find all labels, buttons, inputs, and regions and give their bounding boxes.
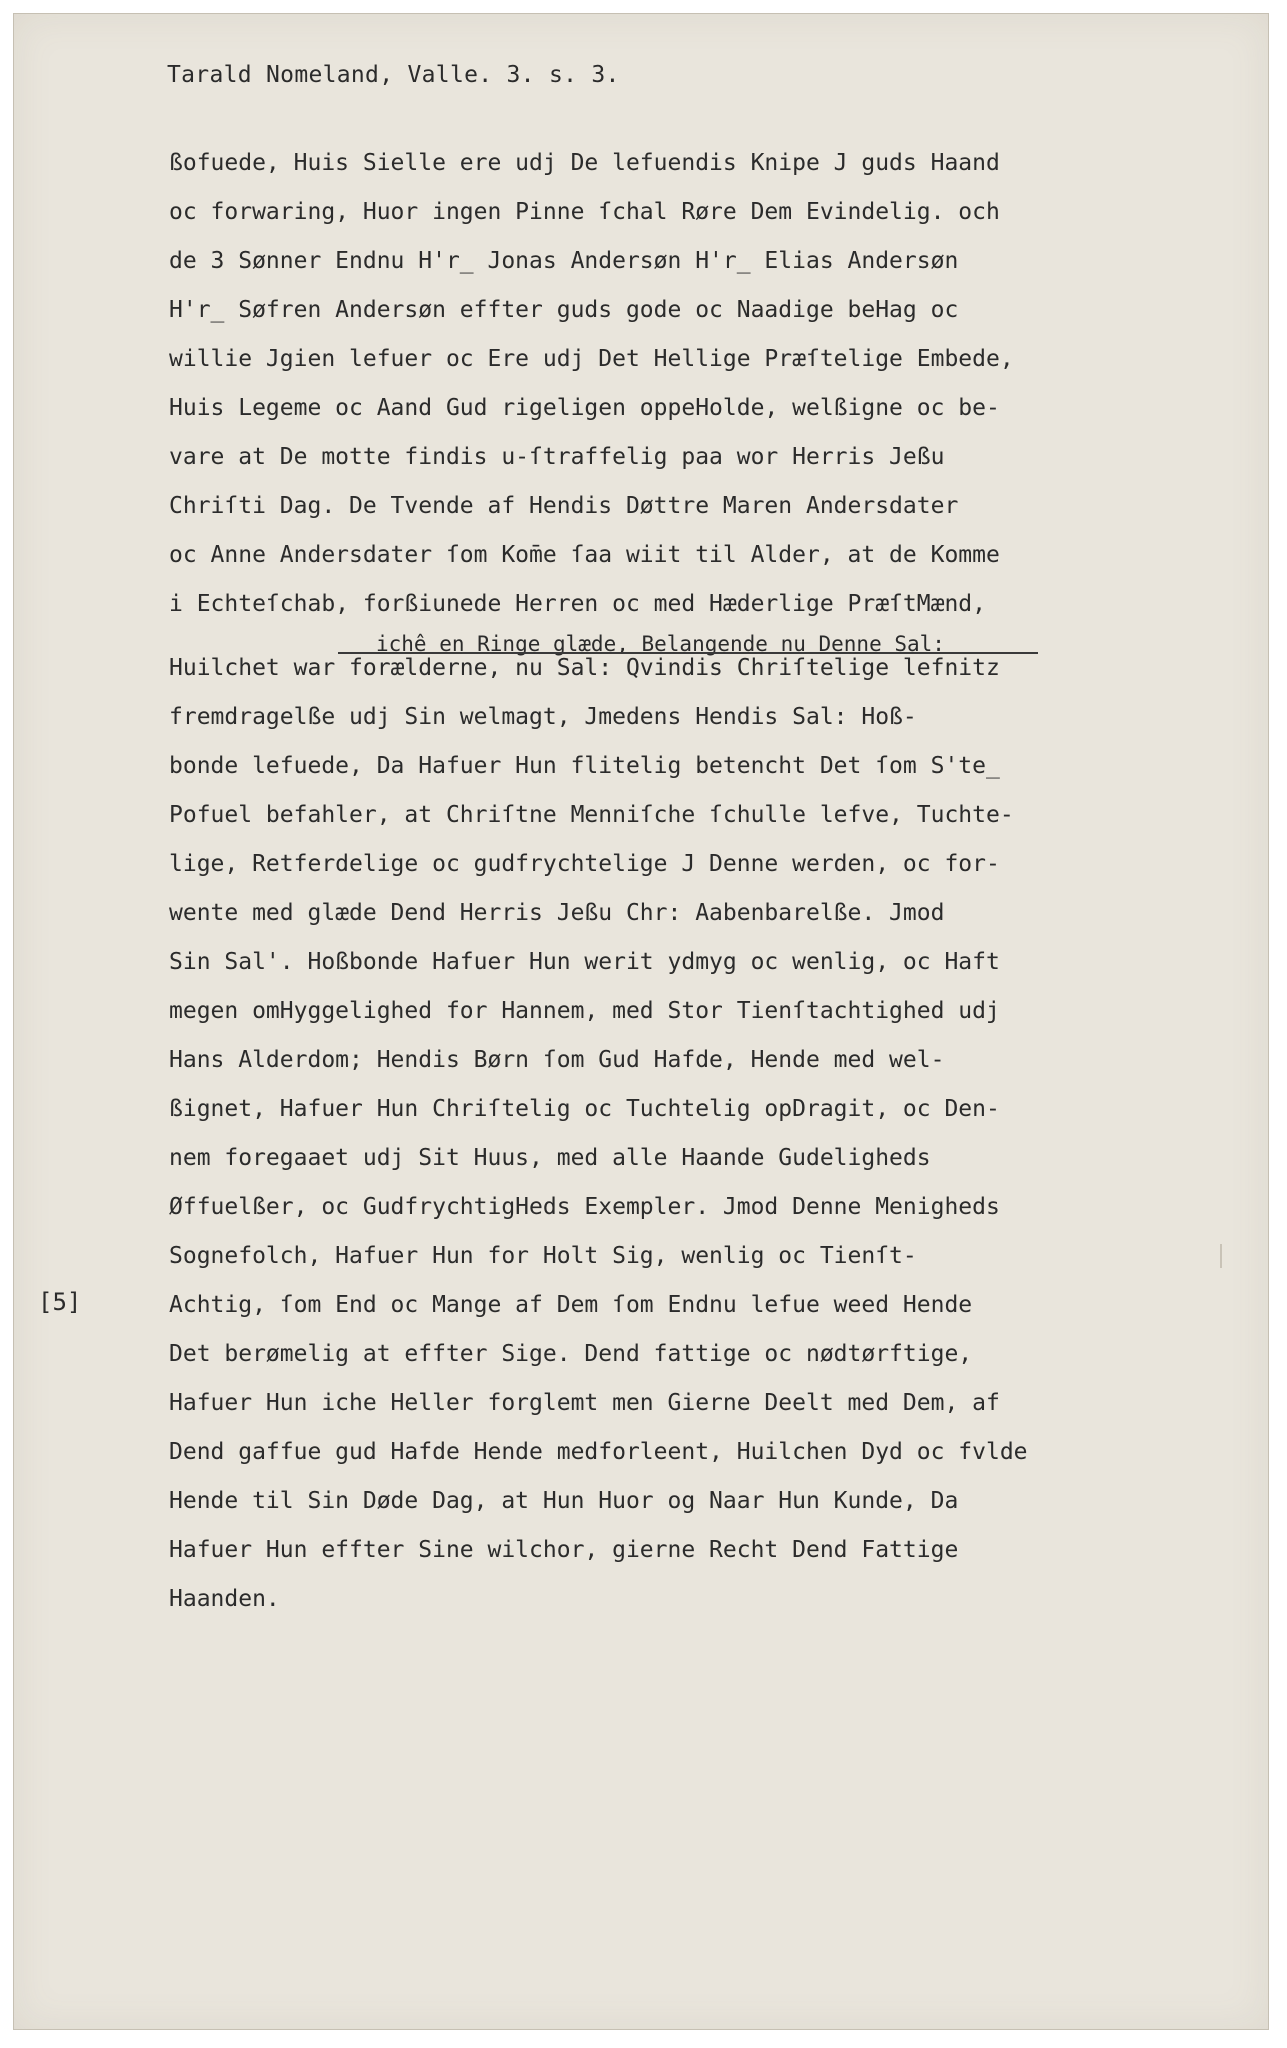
text-line: Pofuel befahler, at Chriſtne Menniſche ſchulle lefve, Tuchte- bbox=[169, 802, 1014, 828]
insertion-underline bbox=[338, 652, 1038, 654]
text-line: Dend gaffue gud Hafde Hende medforleent, Huilchen Dyd oc fvlde bbox=[169, 1439, 1028, 1465]
text-line: Sin Sal'. Hoßbonde Hafuer Hun werit ydmyg oc wenlig, oc Haft bbox=[169, 949, 1000, 975]
text-line: Øffuelßer, oc GudfrychtigHeds Exempler. Jmod Denne Menigheds bbox=[169, 1194, 1000, 1220]
handwritten-insertion: ichê en Ringe glæde, Belangende nu Denne Sal: bbox=[376, 632, 945, 656]
text-line: ßofuede, Huis Sielle ere udj De lefuendis Knipe J guds Haand bbox=[169, 150, 1000, 176]
text-line: ßignet, Hafuer Hun Chriſtelig oc Tuchtelig opDragit, oc Den- bbox=[169, 1096, 1000, 1122]
text-line: Hafuer Hun iche Heller forglemt men Gierne Deelt med Dem, af bbox=[169, 1390, 1000, 1416]
text-line: Hans Alderdom; Hendis Børn ſom Gud Hafde, Hende med wel- bbox=[169, 1047, 945, 1073]
text-line: vare at De motte findis u-ſtraffelig paa wor Herris Jeßu bbox=[169, 444, 945, 470]
page-header: Tarald Nomeland, Valle. 3. s. 3. bbox=[167, 62, 620, 88]
text-line: lige, Retferdelige oc gudfrychtelige J Denne werden, oc for- bbox=[169, 851, 1000, 877]
text-line: Hende til Sin Døde Dag, at Hun Huor og Naar Hun Kunde, Da bbox=[169, 1488, 959, 1514]
text-line: H'r̲ Søfren Andersøn effter guds gode oc Naadige beHag oc bbox=[169, 297, 959, 323]
text-line: Sognefolch, Hafuer Hun for Holt Sig, wenlig oc Tienſt- bbox=[169, 1243, 917, 1269]
text-line: megen omHyggelighed for Hannem, med Stor Tienſtachtighed udj bbox=[169, 998, 1000, 1024]
text-line: wente med glæde Dend Herris Jeßu Chr: Aabenbarelße. Jmod bbox=[169, 900, 945, 926]
text-line: nem foregaaet udj Sit Huus, med alle Haande Gudeligheds bbox=[169, 1145, 931, 1171]
text-line: Huis Legeme oc Aand Gud rigeligen oppeHolde, welßigne oc be- bbox=[169, 395, 1000, 421]
margin-page-reference: [5] bbox=[38, 1288, 82, 1316]
text-line: willie Jgien lefuer oc Ere udj Det Hellige Præſtelige Embede, bbox=[169, 346, 1014, 372]
text-line: Achtig, ſom End oc Mange af Dem ſom Endnu lefue weed Hende bbox=[169, 1292, 973, 1318]
text-line: Hafuer Hun effter Sine wilchor, gierne Recht Dend Fattige bbox=[169, 1537, 959, 1563]
text-line: oc forwaring, Huor ingen Pinne ſchal Røre Dem Evindelig. och bbox=[169, 199, 1000, 225]
text-line: oc Anne Andersdater ſom Kom̄e ſaa wiit til Alder, at de Komme bbox=[169, 542, 1000, 568]
text-line: Chriſti Dag. De Tvende af Hendis Døttre Maren Andersdater bbox=[169, 493, 959, 519]
text-line: i Echteſchab, forßiunede Herren oc med Hæderlige PræſtMænd, bbox=[169, 591, 986, 617]
text-line: de 3 Sønner Endnu H'r̲ Jonas Andersøn H'r̲ Elias Andersøn bbox=[169, 248, 959, 274]
text-line: fremdragelße udj Sin welmagt, Jmedens Hendis Sal: Hoß- bbox=[169, 704, 917, 730]
text-line: Det berømelig at effter Sige. Dend fattige oc nødtørftige, bbox=[169, 1341, 973, 1367]
text-line: Haanden. bbox=[169, 1586, 280, 1612]
text-line: Huilchet war forælderne, nu Sal: Qvindis Chriſtelige lefnitz bbox=[169, 655, 1000, 681]
text-line: bonde lefuede, Da Hafuer Hun flitelig betencht Det ſom S'te̲ bbox=[169, 753, 1000, 779]
scan-mark bbox=[1220, 1244, 1222, 1268]
